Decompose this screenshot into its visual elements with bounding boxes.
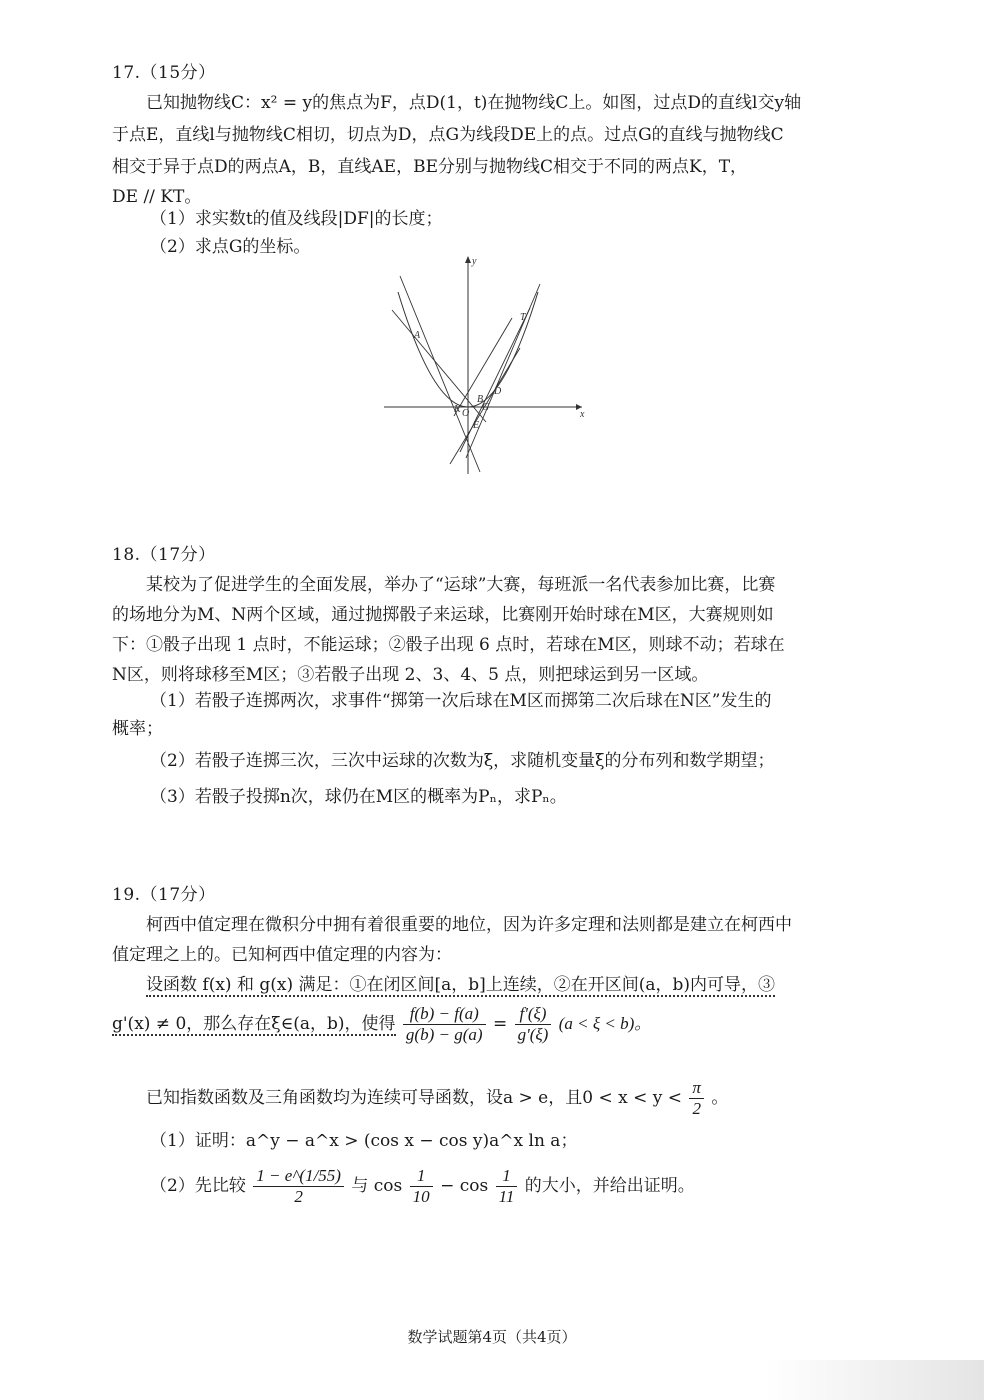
q19-line1: 柯西中值定理在微积分中拥有着很重要的地位，因为许多定理和法则都是建立在柯西中 [146,915,792,935]
q19-part2 [150,1166,695,1207]
q19-line2: 值定理之上的。已知柯西中值定理的内容为： [112,945,452,965]
q17-part2: （2）求点G的坐标。 [150,237,311,257]
frac3-numerator: 1 − e^(1/55) [253,1166,344,1187]
label-t: T [520,312,526,323]
q19-part2-end: 的大小，并给出证明。 [524,1176,695,1196]
q18-line4: N区，则将球移至M区；③若骰子出现 2、3、4、5 点，则把球运到另一区域。 [112,665,709,685]
frac1-numerator: f(b) − f(a) [403,1004,486,1025]
frac4 [410,1166,433,1207]
q17-heading: 17.（15分） [112,63,216,83]
q17-line3: 相交于异于点D的两点A，B，直线AE，BE分别与抛物线C相交于不同的两点K，T， [112,157,748,177]
frac2-denominator: g'(ξ) [517,1025,549,1044]
q19-line4 [112,1004,651,1045]
q19-line3: 设函数 f(x) 和 g(x) 满足：①在闭区间[a，b]上连续，②在开区间(a，b)内可导，③ [146,970,775,997]
q18-heading: 18.（17分） [112,545,216,565]
line-bk [392,310,486,422]
label-y: y [472,256,477,267]
pi-numerator: π [689,1078,704,1099]
label-b: B [477,394,484,405]
frac1-denominator: g(b) − g(a) [405,1025,483,1044]
q19-line5-end: 。 [711,1088,729,1108]
q19-part2-cos2: − cos [440,1176,489,1196]
q19-part2-cos1: 与 cos [351,1176,403,1196]
frac4-denominator: 10 [412,1187,430,1206]
label-k: K [454,404,461,415]
frac5-numerator: 1 [496,1166,518,1187]
label-g: G [482,402,490,413]
frac2-numerator: f'(ξ) [515,1004,552,1025]
q19-heading: 19.（17分） [112,885,216,905]
q19-line5 [146,1078,728,1119]
q19-line4-start: g'(x) ≠ 0，那么存在ξ∈(a，b)，使得 [112,1014,396,1034]
q18-part2: （2）若骰子连掷三次，三次中运球的次数为ξ，求随机变量ξ的分布列和数学期望； [150,751,775,771]
label-e: E [473,420,480,431]
page-corner-shadow [764,1360,984,1400]
pi-over-2 [689,1078,704,1119]
q19-part1: （1）证明：a^y − a^x > (cos x − cos y)a^x ln a； [150,1131,578,1151]
q17-line2: 于点E，直线l与抛物线C相切，切点为D，点G为线段DE上的点。过点G的直线与抛物线C [112,125,784,145]
frac5-denominator: 11 [498,1187,515,1206]
page-footer: 数学试题第4页（共4页） [407,1328,577,1346]
cauchy-fraction-left [403,1004,486,1045]
frac5 [496,1166,518,1207]
frac3-denominator: 2 [294,1187,303,1206]
label-o: O [462,408,470,419]
q19-line5-text: 已知指数函数及三角函数均为连续可导函数，设a > e，且0 < x < y < [146,1088,683,1108]
q17-line1: 已知抛物线C：x² = y的焦点为F，点D(1，t)在抛物线C上。如图，过点D的直线l交y轴 [146,93,802,113]
q17-part1: （1）求实数t的值及线段|DF|的长度； [150,209,443,229]
q19-part2-start: （2）先比较 [150,1176,246,1196]
q18-part1b: 概率； [112,719,163,739]
cauchy-fraction-right [515,1004,552,1045]
q18-line3: 下：①骰子出现 1 点时，不能运球；②骰子出现 6 点时，若球在M区，则球不动；若球在 [112,635,785,655]
label-d: D [494,386,502,397]
frac4-numerator: 1 [410,1166,433,1187]
line-et [466,284,540,458]
label-x: x [580,409,585,420]
parabola-figure [380,252,590,478]
y-axis-arrow [465,256,471,263]
q18-line2: 的场地分为M、N两个区域，通过抛掷骰子来运球，比赛刚开始时球在M区，大赛规则如 [112,605,774,625]
q18-part1a: （1）若骰子连掷两次，求事件“掷第一次后球在M区而掷第二次后球在N区”发生的 [150,691,772,711]
label-a: A [414,330,421,341]
pi-denominator: 2 [692,1099,701,1118]
q18-line1: 某校为了促进学生的全面发展，举办了“运球”大赛，每班派一名代表参加比赛，比赛 [146,575,776,595]
frac3 [253,1166,344,1207]
q18-part3: （3）若骰子投掷n次，球仍在M区的概率为Pₙ，求Pₙ。 [150,787,567,807]
equals-sign: = [492,1014,508,1034]
q19-line4-end: (a < ξ < b)。 [558,1014,652,1033]
q17-line4: DE // KT。 [112,187,202,207]
